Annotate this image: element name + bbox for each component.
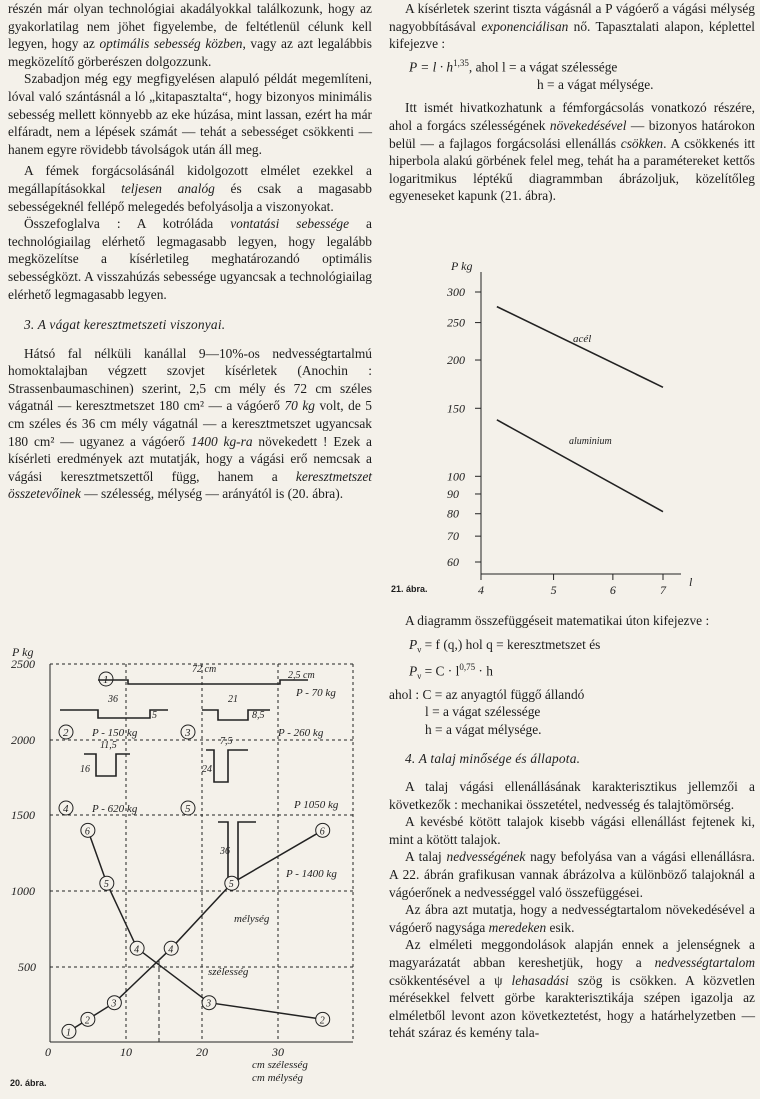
formula-1: $P = l \cdot h^{1,35}$, ahol l = a vágat szélessége <box>409 57 618 75</box>
right-column <box>389 0 755 205</box>
fig20-xtick: 10 <box>120 1045 132 1059</box>
fig21-ytick: 100 <box>447 469 465 484</box>
formula-1-line-2: h = a vágat mélysége. <box>537 76 654 92</box>
formula-5: l = a vágat szélessége <box>425 704 541 720</box>
right-paragraph-3: A diagramm összefüggéseit matematikai úton kifejezve : <box>405 613 710 628</box>
case-4-force: P - 620 kg <box>92 803 138 815</box>
left-paragraph-3: A fémek forgácsolásánál kidolgozott elmélet ezekkel a megállapításokkal teljesen analóg és csak a magasabb sebességeknél fellépő melegedés befolyásolja a viszonyokat. <box>8 163 372 214</box>
fig21-ytick: 60 <box>447 555 459 569</box>
case-1-dims: 72 cm <box>192 664 217 675</box>
case-1-force: P - 70 kg <box>296 687 336 699</box>
fig20-curve-depth <box>69 830 323 1031</box>
fig20-point-label: 3 <box>111 998 117 1010</box>
fig20-point-label: 4 <box>168 944 174 956</box>
fig21-xtick: 7 <box>660 583 666 597</box>
right-paragraph-6: A talaj nedvességének nagy befolyása van a vágási ellenállásra. A 22. ábrán grafikusan vannak ábrázolva a különböző talajoknál a vágóerőnek a nedvességgel való összefüggései. <box>389 849 755 900</box>
formula-6: h = a vágat mélysége. <box>425 721 542 737</box>
case-1-depth: 2,5 cm <box>288 670 315 681</box>
fig20-point-label: 1 <box>65 1027 71 1039</box>
right-paragraph-2: Itt ismét hivatkozhatunk a fémforgácsolás vonatkozó részére, ahol a forgács szélességének növekedésével — bizonyos határokon belül — a fajlagos forgácsolási ellenállás csökken. A csökkenés itt hiperbola alakú görbének felel meg, tehát ha a paramétereket kettős logaritmikus léptékű diagrammban ábrázoljuk, közelítőleg egyeneseket kapunk (21. ábra). <box>389 100 755 204</box>
case-4-dims: 11,5 <box>100 740 117 751</box>
case-6-depth: 36 <box>220 846 230 857</box>
figure-20-caption: 20. ábra. <box>10 1078 47 1088</box>
formula-3: $P_\nu = C \cdot l^{0,75} \cdot h$ <box>409 661 493 681</box>
fig21-xtick: 5 <box>550 583 557 597</box>
fig21-ytick: 250 <box>447 315 465 330</box>
fig20-point-label: 5 <box>228 879 234 891</box>
right-paragraph-5: A kevésbé kötött talajok kisebb vágási ellenállást fejtenek ki, mint a kötött talajok. <box>389 814 755 847</box>
cross-section-4 <box>84 754 130 776</box>
figure-21-caption: 21. ábra. <box>391 584 428 594</box>
fig20-xtick: 20 <box>196 1045 208 1059</box>
fig21-ytick: 150 <box>447 401 465 416</box>
fig20-point-label: 6 <box>84 826 90 838</box>
case-3-num: 3 <box>185 727 191 739</box>
fig21-ytick: 80 <box>447 506 459 521</box>
figure-20 <box>8 642 374 1092</box>
case-4-depth: 16 <box>80 764 90 775</box>
fig20-ytick: 1500 <box>11 808 35 822</box>
figure-20-chart <box>8 642 374 1092</box>
fig21-ytick: 300 <box>447 285 465 299</box>
fig20-ytick: 2000 <box>11 733 35 747</box>
fig20-point-label: 2 <box>319 1015 325 1027</box>
fig20-curve-label-width: szélesség <box>208 966 249 978</box>
fig21-ylabel: P kg <box>451 259 473 273</box>
fig20-xlabel-width: cm szélesség <box>252 1059 308 1071</box>
case-3-force: P - 260 kg <box>278 727 324 739</box>
case-6-force: P - 1400 kg <box>286 868 337 880</box>
cross-section-1 <box>98 680 308 684</box>
right-column-lower <box>389 612 755 1042</box>
fig21-ytick: 70 <box>447 529 459 544</box>
right-paragraph-7: Az ábra azt mutatja, hogy a nedvességtartalom növekedésével a vágóerő nagysága meredeken esik. <box>389 902 755 935</box>
fig21-xtick: 6 <box>609 583 616 597</box>
left-paragraph-2: Szabadjon még egy megfigyelésen alapuló példát megemlíteni, lóval való szántásnál a ló „kitapasztalta“, hogy bizonyos minimális sebesség mellett könnyebb az eke húzása, mint lassan, ezért ha már elfáradt, nem a lépések számát — tehát a sebességet csökkenti — hanem egyre rövidebb távolságok után áll meg. <box>8 71 372 157</box>
right-paragraph-1: A kísérletek szerint tiszta vágásnál a P vágóerő a vágási mélység nagyobbításával exponenciálisan nő. Tapasztalati alapon, képlettel kifejezve : <box>389 1 755 52</box>
case-2-dims: 36 <box>108 694 118 705</box>
fig20-ytick: 2500 <box>11 657 35 671</box>
fig20-point-label: 5 <box>103 879 109 891</box>
fig20-xtick: 30 <box>272 1045 284 1059</box>
fig20-point-label: 4 <box>134 944 140 956</box>
case-2-depth: 5 <box>152 710 157 721</box>
case-1-num: 1 <box>103 674 109 686</box>
fig20-ytick: 500 <box>18 960 36 974</box>
fig20-curve-label-depth: mélység <box>234 913 270 925</box>
fig20-ylabel: P kg <box>12 645 34 659</box>
fig20-ytick: 1000 <box>11 884 35 898</box>
case-2-force: P - 150 kg <box>92 727 138 739</box>
right-paragraph-4: A talaj vágási ellenállásának karakterisztikus jellemzői a következők : mechanikai összetétel, nedvesség és talajtömörség. <box>389 778 755 812</box>
right-paragraph-8: Az elméleti meggondolások alapján ennek a jelenségnek a magyarázatát abban kereshetjük, hogy a nedvességtartalom csökkentésével a ψ lehasadási szög is csökken. A közvetlen mérésekkel felvett görbe karakterisztikája szépen igazolja az elméletből levont azon következtetést, hogy a határhelyzetben — tehát száraz és kemény tala- <box>389 937 755 1041</box>
case-5-force: P 1050 kg <box>294 799 339 811</box>
left-column <box>8 0 372 503</box>
section-heading-3: 3. A vágat keresztmetszeti viszonyai. <box>24 317 226 333</box>
fig21-ytick: 90 <box>447 486 459 501</box>
fig21-xlabel: l <box>689 575 693 589</box>
fig21-xtick: 4 <box>478 583 484 597</box>
fig20-cross-sections <box>60 680 308 880</box>
figure-21 <box>389 244 755 604</box>
fig21-ytick: 200 <box>447 353 465 368</box>
case-5-num: 5 <box>185 803 191 815</box>
fig20-curve-width <box>88 830 323 1019</box>
fig21-series-label-steel: acél <box>573 333 592 345</box>
case-3-depth: 8,5 <box>252 710 265 721</box>
fig21-series-label-aluminium: aluminium <box>569 436 612 447</box>
left-paragraph-4: Összefoglalva : A kotróláda vontatási sebessége a technológiailag elérhető legmagasabb legyen, hogy legalább megközelítse a kísérletileg meghatározandó optimális sebességközt. A visszahúzás sebessége ugyancsak a technológiailag elérhető legmagasabb legyen. <box>8 216 372 302</box>
fig20-xtick: 0 <box>45 1045 51 1059</box>
case-4-num: 4 <box>63 803 69 815</box>
formula-block <box>389 636 755 686</box>
fig21-series-line-aluminium <box>497 420 663 512</box>
fig20-point-label: 2 <box>84 1015 90 1027</box>
left-paragraph-1: részén már olyan technológiai akadályokkal találkozunk, hogy az gyakorlatilag nem jöhet figyelembe, de feltétlenül célunk kell legyen, hogy az optimális sebesség közben, vagy az azt legalábbis megközelítő görberészen dolgozzunk. <box>8 1 372 69</box>
cross-section-5 <box>206 750 248 782</box>
left-paragraph-5: Hátsó fal nélküli kanállal 9—10%-os nedvességtartalmú homoktalajban végzett szovjet kísérletek (Anochin : Strassenbaumaschinen) szerint, 2,5 cm mély és 72 cm széles vágatnál — keresztmetszet 180 cm² — a vágóerő 70 kg volt, de 5 cm széles és 36 cm mély vágatnál — a keresztmetszet ugyancsak 180 cm² — ugyanez a vágóerő 1400 kg-ra növekedett ! Ezek a kísérleti eredmények azt mutatják, hogy a vágási erő nemcsak a vágási keresztmetszettől függ, hanem a keresztmetszet összetevőinek — szélesség, mélység — arányától is (20. ábra). <box>8 345 372 502</box>
fig20-point-label: 3 <box>206 998 212 1010</box>
fig21-series-line-steel <box>497 307 663 388</box>
formula-4: ahol : C = az anyagtól függő állandó <box>389 686 585 702</box>
figure-21-chart <box>389 244 755 604</box>
case-5-depth: 24 <box>202 764 212 775</box>
case-5-dims: 7,5 <box>220 736 233 747</box>
formula-2: $P_\nu = f$ (q,) hol q = keresztmetszet és <box>409 636 601 655</box>
fig20-xlabel-depth: cm mélység <box>252 1072 304 1084</box>
section-heading-4: 4. A talaj minősége és állapota. <box>405 751 581 767</box>
case-2-num: 2 <box>63 727 69 739</box>
case-3-dims: 21 <box>228 694 238 705</box>
fig20-point-label: 6 <box>319 826 325 838</box>
